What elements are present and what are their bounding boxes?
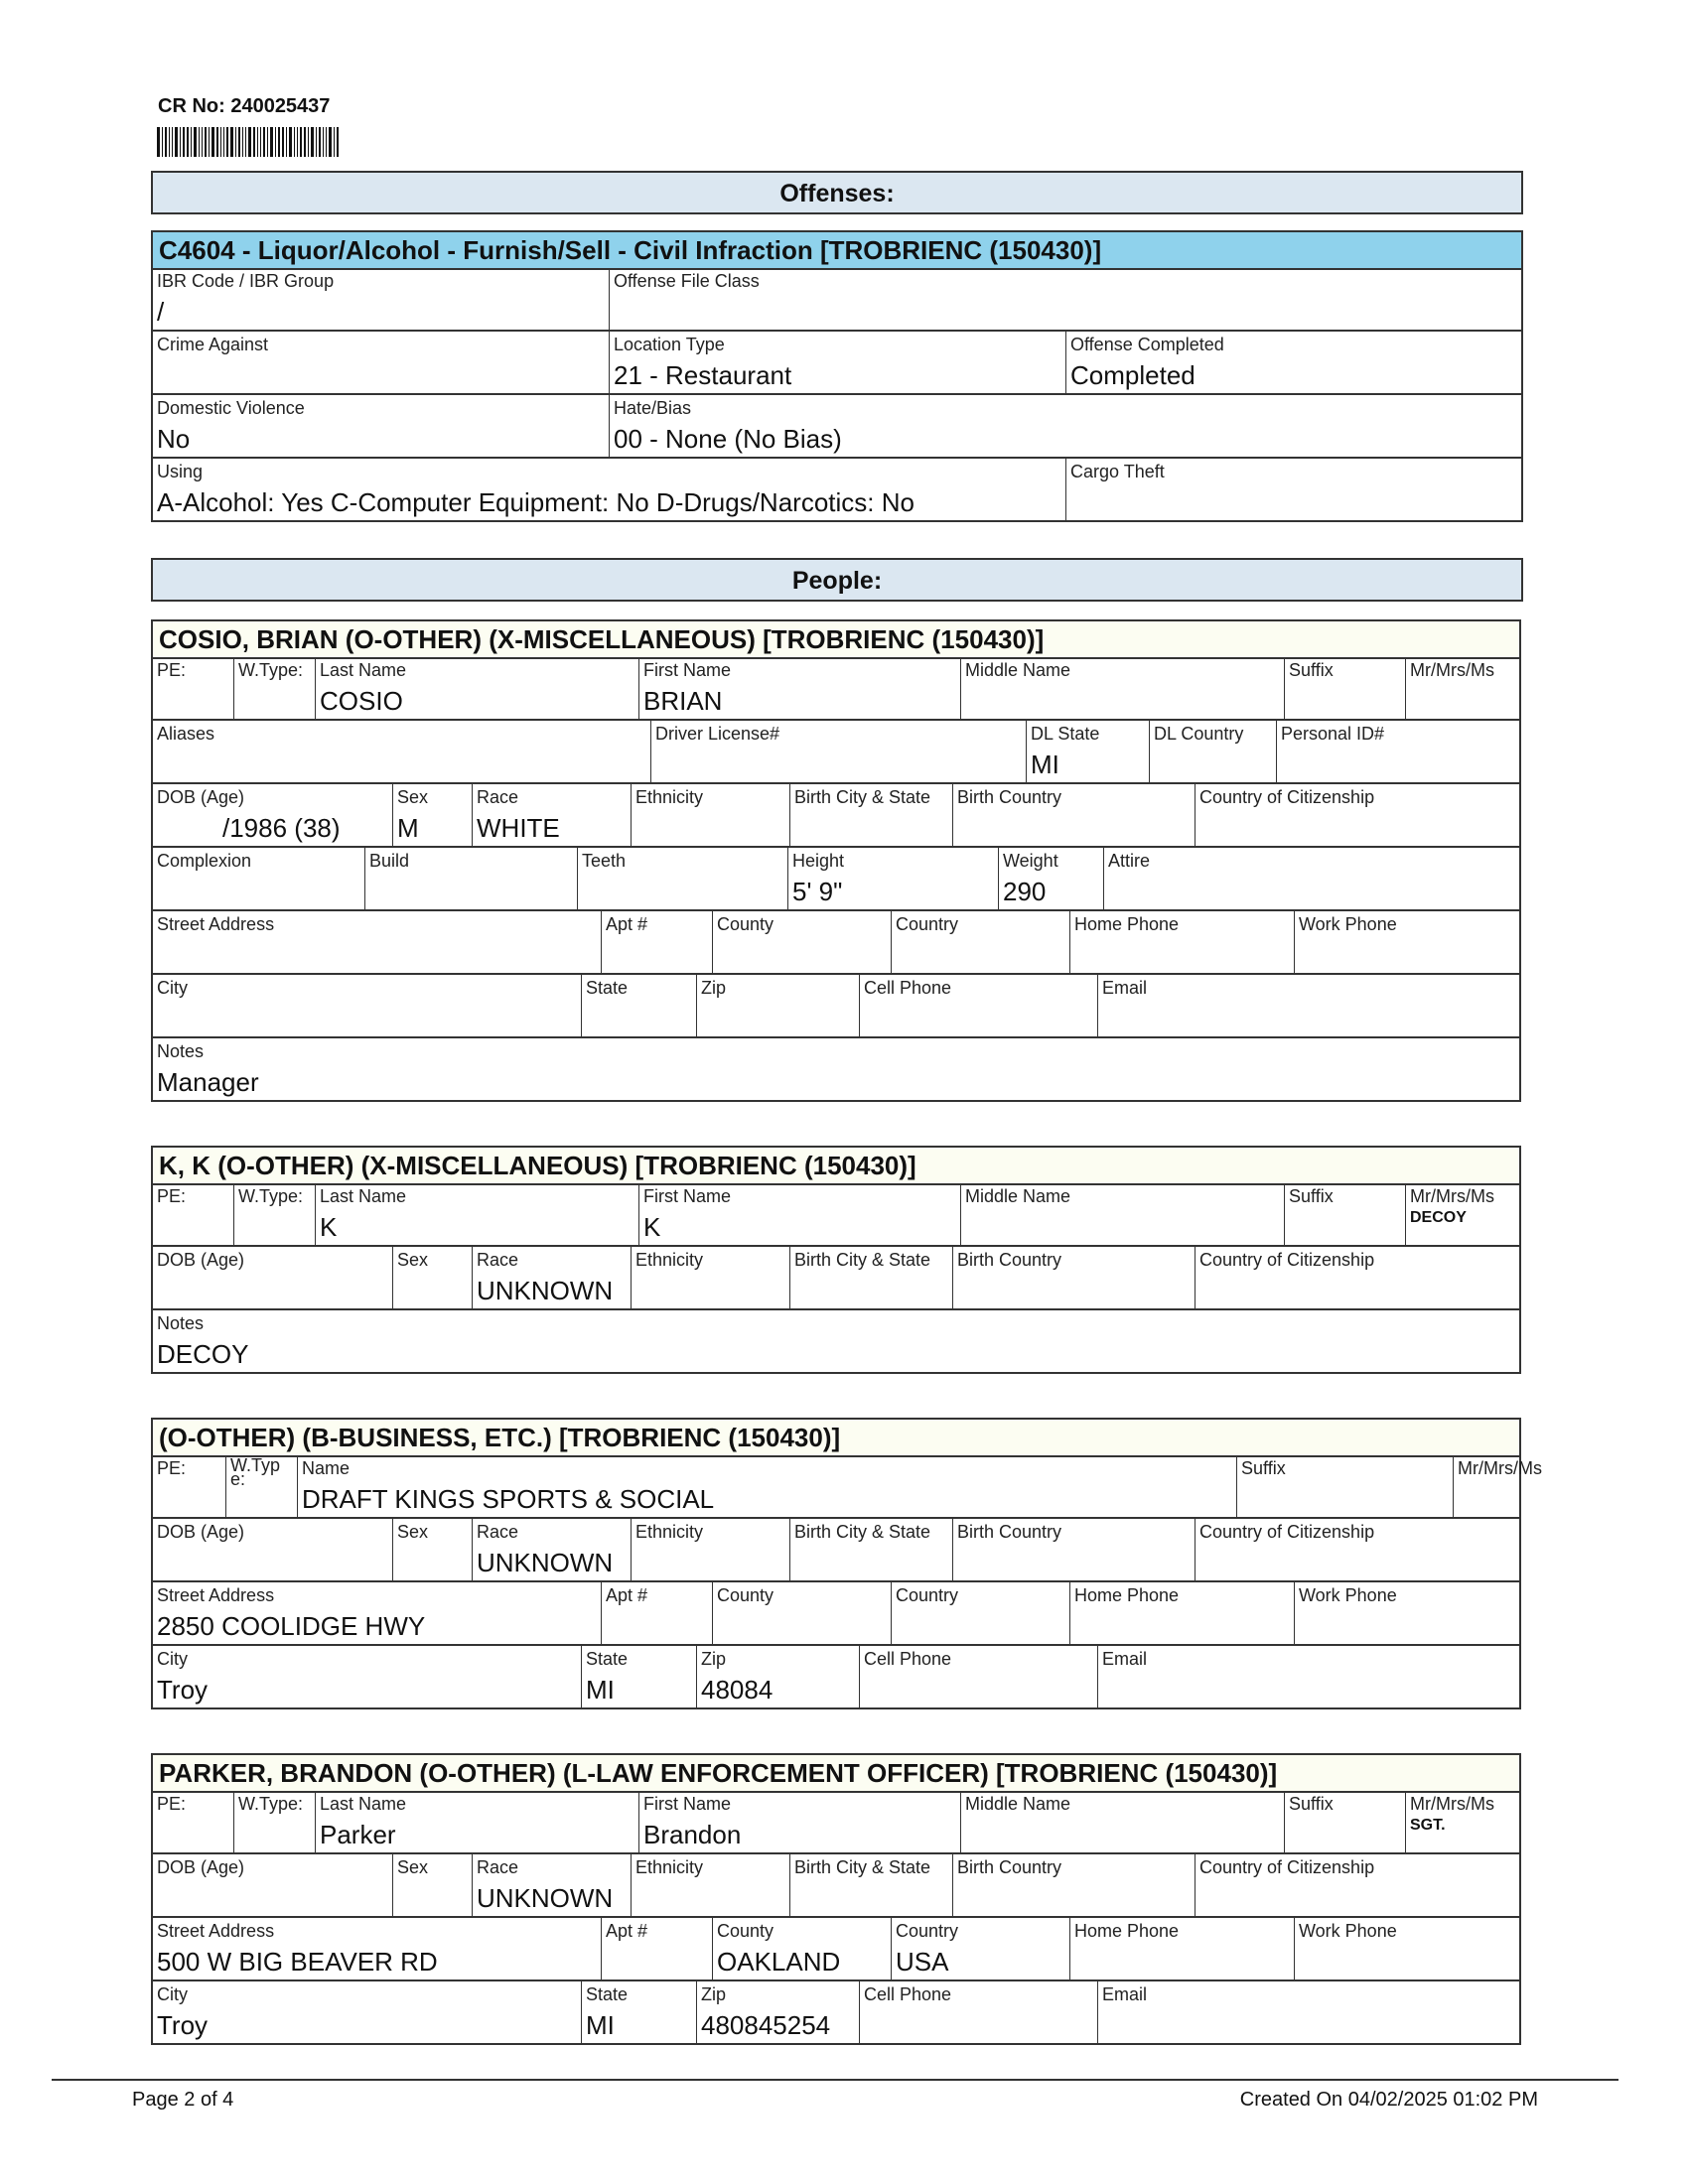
mr-label: Mr/Mrs/Ms <box>1458 1458 1542 1478</box>
birth-city-label: Birth City & State <box>794 787 931 807</box>
state-label: State <box>586 1649 629 1669</box>
street-value: 2850 COOLIDGE HWY <box>157 1611 426 1641</box>
person-3-title: (O-OTHER) (B-BUSINESS, ETC.) [TROBRIENC (150430)] <box>151 1418 1521 1457</box>
mr-label: Mr/Mrs/Ms <box>1410 660 1494 680</box>
home-phone-label: Home Phone <box>1074 1921 1180 1941</box>
citizenship-label: Country of Citizenship <box>1199 1857 1375 1877</box>
state-value: MI <box>586 1675 615 1705</box>
pe-label: PE: <box>157 1458 187 1478</box>
person-4-row-dob <box>151 1854 1521 1918</box>
suffix-label: Suffix <box>1289 1794 1334 1814</box>
middle-name-label: Middle Name <box>965 1186 1071 1206</box>
cell-phone-label: Cell Phone <box>864 978 952 998</box>
sex-label: Sex <box>397 787 429 807</box>
first-name-label: First Name <box>643 1186 732 1206</box>
dl-state-label: DL State <box>1031 724 1100 744</box>
race-value: UNKNOWN <box>477 1276 614 1305</box>
citizenship-label: Country of Citizenship <box>1199 1250 1375 1270</box>
zip-value: 48084 <box>701 1675 774 1705</box>
person-2-row-name <box>151 1183 1521 1247</box>
country-label: Country <box>896 914 959 934</box>
state-label: State <box>586 1984 629 2004</box>
aliases-label: Aliases <box>157 724 215 744</box>
birth-country-label: Birth Country <box>957 1522 1062 1542</box>
people-heading: People: <box>151 558 1523 602</box>
birth-country-label: Birth Country <box>957 1250 1062 1270</box>
wtype-label: W.Type: <box>238 1186 304 1206</box>
pe-label: PE: <box>157 1794 187 1814</box>
work-phone-label: Work Phone <box>1299 1921 1397 1941</box>
person-4-row-name <box>151 1791 1521 1854</box>
county-label: County <box>717 1585 774 1605</box>
mr-label: Mr/Mrs/Ms <box>1410 1794 1494 1814</box>
person-1-row-license <box>151 721 1521 784</box>
offense-row-2 <box>151 332 1523 395</box>
dv-label: Domestic Violence <box>157 398 305 418</box>
ethnicity-label: Ethnicity <box>635 1857 704 1877</box>
person-1-title: COSIO, BRIAN (O-OTHER) (X-MISCELLANEOUS) [TROBRIENC (150430)] <box>151 619 1521 659</box>
teeth-label: Teeth <box>582 851 627 871</box>
ethnicity-label: Ethnicity <box>635 1250 704 1270</box>
offense-title: C4604 - Liquor/Alcohol - Furnish/Sell - Civil Infraction [TROBRIENC (150430)] <box>151 230 1523 270</box>
country-label: Country <box>896 1921 959 1941</box>
last-name-label: Last Name <box>320 1186 407 1206</box>
pe-label: PE: <box>157 660 187 680</box>
person-1-row-address <box>151 911 1521 975</box>
email-label: Email <box>1102 1649 1148 1669</box>
person-4-title: PARKER, BRANDON (O-OTHER) (L-LAW ENFORCEMENT OFFICER) [TROBRIENC (150430)] <box>151 1753 1521 1793</box>
work-phone-label: Work Phone <box>1299 914 1397 934</box>
zip-value: 480845254 <box>701 2010 831 2040</box>
dob-label: DOB (Age) <box>157 1522 245 1542</box>
dob-label: DOB (Age) <box>157 787 245 807</box>
birth-city-label: Birth City & State <box>794 1250 931 1270</box>
using-value: A-Alcohol: Yes C-Computer Equipment: No D-Drugs/Narcotics: No <box>157 487 914 517</box>
person-1-row-name <box>151 657 1521 721</box>
sex-value: M <box>397 813 419 843</box>
person-1-row-physical <box>151 848 1521 911</box>
footer-divider <box>52 2079 1618 2081</box>
citizenship-label: Country of Citizenship <box>1199 787 1375 807</box>
birth-city-label: Birth City & State <box>794 1522 931 1542</box>
race-label: Race <box>477 1857 519 1877</box>
dob-label: DOB (Age) <box>157 1857 245 1877</box>
height-label: Height <box>792 851 845 871</box>
city-label: City <box>157 1649 188 1669</box>
zip-label: Zip <box>701 1649 727 1669</box>
name-label: Name <box>302 1458 351 1478</box>
first-name-label: First Name <box>643 660 732 680</box>
barcode-image <box>157 127 341 157</box>
dv-value: No <box>157 424 191 454</box>
offense-row-3 <box>151 395 1523 459</box>
last-name-value: K <box>320 1212 338 1242</box>
weight-label: Weight <box>1003 851 1058 871</box>
middle-name-label: Middle Name <box>965 660 1071 680</box>
dob-value: /1986 (38) <box>222 813 341 843</box>
last-name-label: Last Name <box>320 1794 407 1814</box>
wtype-label: W.Typ e: <box>230 1455 281 1489</box>
last-name-label: Last Name <box>320 660 407 680</box>
dl-country-label: DL Country <box>1154 724 1244 744</box>
suffix-label: Suffix <box>1289 1186 1334 1206</box>
location-type-value: 21 - Restaurant <box>614 360 792 390</box>
first-name-value: Brandon <box>643 1820 742 1849</box>
offenses-heading: Offenses: <box>151 171 1523 214</box>
ethnicity-label: Ethnicity <box>635 1522 704 1542</box>
file-class-label: Offense File Class <box>614 271 760 291</box>
using-label: Using <box>157 462 204 481</box>
attire-label: Attire <box>1108 851 1151 871</box>
mr-value: SGT. <box>1410 1817 1446 1834</box>
birth-country-label: Birth Country <box>957 1857 1062 1877</box>
notes-label: Notes <box>157 1041 205 1061</box>
birth-city-label: Birth City & State <box>794 1857 931 1877</box>
sex-label: Sex <box>397 1522 429 1542</box>
notes-value: Manager <box>157 1067 259 1097</box>
sex-label: Sex <box>397 1857 429 1877</box>
race-label: Race <box>477 787 519 807</box>
county-label: County <box>717 1921 774 1941</box>
last-name-value: COSIO <box>320 686 403 716</box>
crime-against-label: Crime Against <box>157 335 269 354</box>
person-2-title: K, K (O-OTHER) (X-MISCELLANEOUS) [TROBRIENC (150430)] <box>151 1146 1521 1185</box>
race-value: UNKNOWN <box>477 1883 614 1913</box>
offense-completed-label: Offense Completed <box>1070 335 1224 354</box>
notes-value: DECOY <box>157 1339 249 1369</box>
race-label: Race <box>477 1522 519 1542</box>
work-phone-label: Work Phone <box>1299 1585 1397 1605</box>
city-label: City <box>157 978 188 998</box>
pe-label: PE: <box>157 1186 187 1206</box>
person-1-row-city <box>151 975 1521 1038</box>
created-on: Created On 04/02/2025 01:02 PM <box>1239 2089 1538 2111</box>
offense-completed-value: Completed <box>1070 360 1196 390</box>
zip-label: Zip <box>701 1984 727 2004</box>
race-label: Race <box>477 1250 519 1270</box>
height-value: 5' 9" <box>792 877 843 906</box>
complexion-label: Complexion <box>157 851 252 871</box>
person-1-row-dob <box>151 784 1521 848</box>
hate-bias-label: Hate/Bias <box>614 398 692 418</box>
country-label: Country <box>896 1585 959 1605</box>
zip-label: Zip <box>701 978 727 998</box>
state-value: MI <box>586 2010 615 2040</box>
ibr-label: IBR Code / IBR Group <box>157 271 335 291</box>
state-label: State <box>586 978 629 998</box>
middle-name-label: Middle Name <box>965 1794 1071 1814</box>
weight-value: 290 <box>1003 877 1047 906</box>
wtype-label: W.Type: <box>238 660 304 680</box>
dl-label: Driver License# <box>655 724 780 744</box>
cell-phone-label: Cell Phone <box>864 1649 952 1669</box>
name-value: DRAFT KINGS SPORTS & SOCIAL <box>302 1484 715 1514</box>
citizenship-label: Country of Citizenship <box>1199 1522 1375 1542</box>
person-3-row-name <box>151 1455 1542 1519</box>
person-4-row-address <box>151 1918 1521 1981</box>
apt-label: Apt # <box>606 914 648 934</box>
apt-label: Apt # <box>606 1585 648 1605</box>
notes-label: Notes <box>157 1313 205 1333</box>
city-value: Troy <box>157 2010 209 2040</box>
home-phone-label: Home Phone <box>1074 1585 1180 1605</box>
person-1-row-notes <box>151 1038 1521 1102</box>
offense-row-1 <box>151 268 1523 332</box>
ibr-value: / <box>157 297 165 327</box>
personal-id-label: Personal ID# <box>1281 724 1385 744</box>
dl-state-value: MI <box>1031 750 1059 779</box>
person-4-row-city <box>151 1981 1521 2045</box>
street-value: 500 W BIG BEAVER RD <box>157 1947 438 1977</box>
email-label: Email <box>1102 1984 1148 2004</box>
country-value: USA <box>896 1947 949 1977</box>
last-name-value: Parker <box>320 1820 396 1849</box>
dob-label: DOB (Age) <box>157 1250 245 1270</box>
person-3-row-city <box>151 1646 1521 1709</box>
mr-value: DECOY <box>1410 1209 1467 1226</box>
location-type-label: Location Type <box>614 335 725 354</box>
sex-label: Sex <box>397 1250 429 1270</box>
person-2-row-notes <box>151 1310 1521 1374</box>
street-label: Street Address <box>157 914 275 934</box>
apt-label: Apt # <box>606 1921 648 1941</box>
first-name-value: BRIAN <box>643 686 723 716</box>
birth-country-label: Birth Country <box>957 787 1062 807</box>
race-value: UNKNOWN <box>477 1548 614 1577</box>
race-value: WHITE <box>477 813 560 843</box>
cr-number: CR No: 240025437 <box>158 95 331 117</box>
person-3-row-dob <box>151 1519 1521 1582</box>
suffix-label: Suffix <box>1289 660 1334 680</box>
ethnicity-label: Ethnicity <box>635 787 704 807</box>
person-3-row-address <box>151 1582 1521 1646</box>
street-label: Street Address <box>157 1921 275 1941</box>
first-name-label: First Name <box>643 1794 732 1814</box>
county-value: OAKLAND <box>717 1947 841 1977</box>
home-phone-label: Home Phone <box>1074 914 1180 934</box>
person-2-row-dob <box>151 1247 1521 1310</box>
email-label: Email <box>1102 978 1148 998</box>
first-name-value: K <box>643 1212 661 1242</box>
cargo-theft-label: Cargo Theft <box>1070 462 1165 481</box>
city-value: Troy <box>157 1675 209 1705</box>
build-label: Build <box>369 851 410 871</box>
page-number: Page 2 of 4 <box>132 2089 234 2111</box>
hate-bias-value: 00 - None (No Bias) <box>614 424 842 454</box>
street-label: Street Address <box>157 1585 275 1605</box>
cell-phone-label: Cell Phone <box>864 1984 952 2004</box>
city-label: City <box>157 1984 188 2004</box>
mr-label: Mr/Mrs/Ms <box>1410 1186 1494 1206</box>
wtype-label: W.Type: <box>238 1794 304 1814</box>
county-label: County <box>717 914 774 934</box>
offense-row-4 <box>151 459 1523 522</box>
suffix-label: Suffix <box>1241 1458 1286 1478</box>
